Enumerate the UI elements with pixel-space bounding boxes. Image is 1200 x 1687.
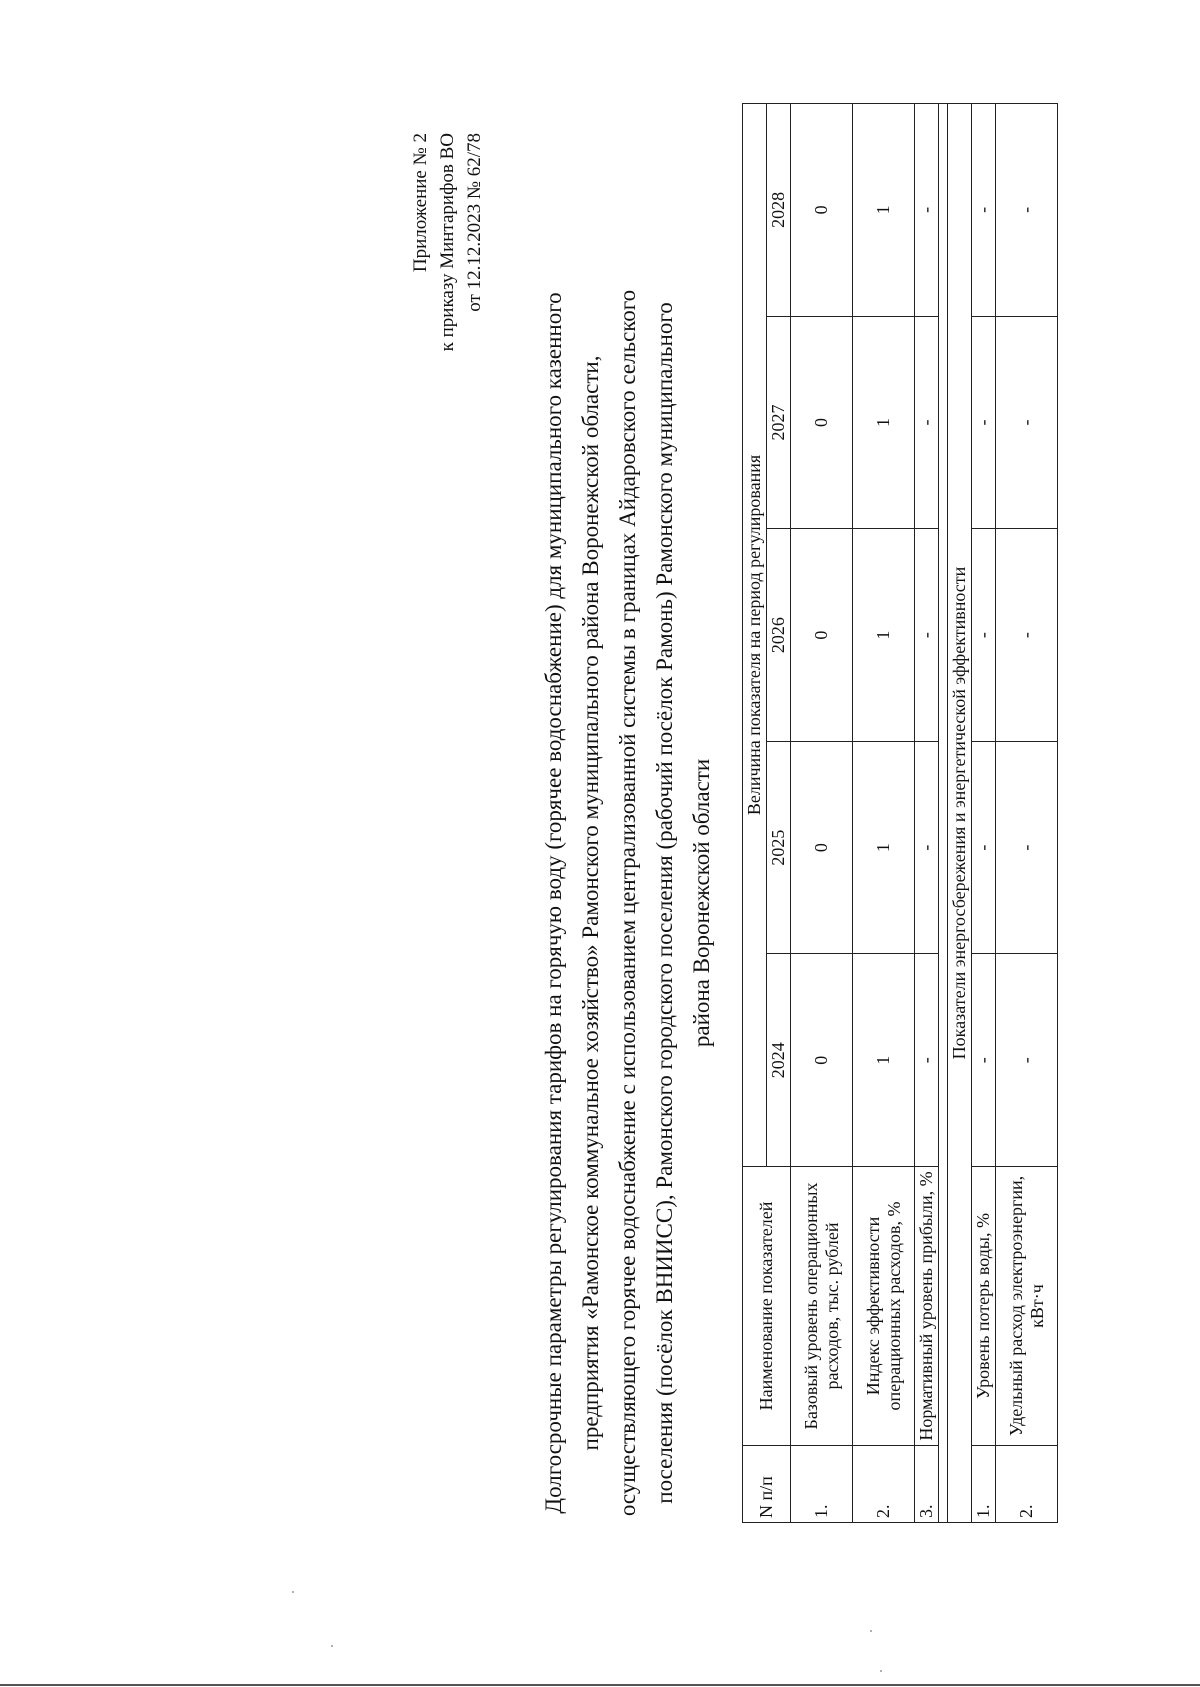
header-name: Наименование показателей [743,1167,791,1446]
row-number: 1. [972,1446,996,1523]
header-num: N п/п [743,1446,791,1523]
scan-speck [331,1645,333,1647]
row-value: - [972,104,996,317]
table-separator-row [939,104,948,1523]
scan-speck [880,1670,882,1672]
document-title: Долгосрочные параметры регулирования тарифов на горячую воду (горячее водоснабжение) для муниципального казенного предприятия «Рамонское коммунальное хозяйство» Рамонского муниципального района Воронежской области, осуществляющего горячее водоснабжение с использованием централизованной системы в границах Айдаровского сельского поселения (посёлок ВНИИСС), Рамонского городского поселения (рабочий посёлок Рамонь) Рамонского муниципального района Воронежской области [541,289,714,1517]
row-number: 2. [853,1446,915,1523]
row-value: 0 [791,529,853,742]
scan-speck [292,1591,294,1593]
row-value: - [972,316,996,529]
section-title: Показатели энергосбережения и энергетической эффективности [948,104,972,1523]
table-header-row [743,104,767,1523]
appendix-date: от 12.12.2023 № 62/78 [464,133,485,312]
row-value: 0 [791,741,853,954]
header-year: 2028 [767,104,791,317]
table-row [996,104,1058,1523]
row-value: 0 [791,954,853,1167]
parameters-table [742,103,1058,1523]
row-value: - [996,529,1058,742]
appendix-reference [407,133,488,351]
header-year: 2025 [767,741,791,954]
row-value: 1 [853,954,915,1167]
row-value: - [996,104,1058,317]
row-value: - [996,954,1058,1167]
row-name: Индекс эффективности операционных расходов, % [853,1167,915,1446]
row-value: 0 [791,104,853,317]
appendix-order: к приказу Минтарифов ВО [437,133,458,352]
row-value: 0 [791,316,853,529]
rotated-document-page [407,133,1047,1533]
header-group: Величина показателя на период регулирования [743,104,767,1167]
row-value: - [972,529,996,742]
row-value: - [915,741,939,954]
table-row [915,104,939,1523]
row-number: 1. [791,1446,853,1523]
row-name: Нормативный уровень прибыли, % [915,1167,939,1446]
row-value: - [972,741,996,954]
row-name: Удельный расход электроэнергии, кВт·ч [996,1167,1058,1446]
table-row [853,104,915,1523]
header-year: 2026 [767,529,791,742]
row-value: - [915,954,939,1167]
row-number: 3. [915,1446,939,1523]
row-value: - [996,316,1058,529]
header-year: 2027 [767,316,791,529]
row-value: 1 [853,104,915,317]
row-value: - [915,316,939,529]
scan-speck [870,1630,872,1632]
row-value: - [996,741,1058,954]
row-value: 1 [853,741,915,954]
row-value: - [915,529,939,742]
table-row [972,104,996,1523]
row-value: 1 [853,529,915,742]
row-name: Базовый уровень операционных расходов, тыс. рублей [791,1167,853,1446]
header-year: 2024 [767,954,791,1167]
row-value: 1 [853,316,915,529]
scan-edge-line [0,1684,1200,1686]
row-value: - [972,954,996,1167]
table-row [791,104,853,1523]
row-value: - [915,104,939,317]
row-number: 2. [996,1446,1058,1523]
table-section-row [948,104,972,1523]
row-name: Уровень потерь воды, % [972,1167,996,1446]
appendix-number: Приложение № 2 [410,133,431,273]
